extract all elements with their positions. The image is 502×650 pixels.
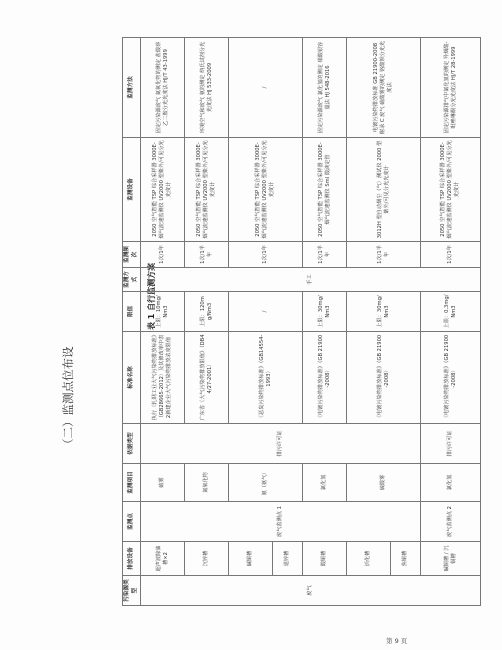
table-caption: 表 1 自行监测方案 <box>147 262 156 330</box>
header-cell: 限值 <box>123 292 141 332</box>
device-cell: 3012H 型自动烟尘（气）测试仪 2000 型紫外/可见分光光度计 <box>347 138 421 242</box>
limit-cell: / <box>229 292 303 332</box>
header-cell: 监测方法 <box>123 38 141 138</box>
item-cell: 硫雾 <box>141 464 185 502</box>
item-cell: 氯化氢 <box>421 464 481 502</box>
equipment-cell: 活化槽 <box>347 542 391 576</box>
frequency-cell: 1次/1年 <box>229 242 303 268</box>
analysis-cell: 电镀污染物排放标准 GB 21900-2008 附录 C 废气 硫酸雾的测定 铬酸钡分光光度法 <box>347 38 421 138</box>
standard-cell: 《电镀污染物排放标准》（GB 21900-2008） <box>421 332 481 424</box>
header-cell: 监测项目 <box>123 464 141 502</box>
header-cell: 监测频次 <box>123 242 141 268</box>
frequency-cell: 1次/1年 <box>421 242 481 268</box>
table-header-row <box>123 38 141 606</box>
device-cell: 2050 空气智能 TSP 综合采样器 3000E-烟气流速监测仪 UV2000 型紫外/可见分光光度计 <box>421 138 481 242</box>
frequency-cell: 1次/1半年 <box>303 242 347 268</box>
equipment-cell: 碱铜槽 <box>229 542 273 576</box>
equipment-cell: 酸铜槽 <box>303 542 347 576</box>
frequency-cell: 1次/1半年 <box>347 242 421 268</box>
item-cell: 氮氧化物 <box>185 464 229 502</box>
point-cell: 废气监测点 2 <box>421 502 481 542</box>
equipment-cell: 焦铜槽 <box>391 542 421 576</box>
equipment-cell: 沉锌槽 <box>185 542 229 576</box>
standard-cell: 执行《轧钢工业大气污染物排放标准》（GB28665-2012）及其修改单中表2新建企业大气污染物排放浓度限值 <box>141 332 185 424</box>
device-cell: 2050 空气智能 TSP 综合采样器 3000E-烟气流速监测仪 UV2000 型紫外/可见分光光度计 <box>185 138 229 242</box>
source-type-cell: 废气 <box>141 576 481 606</box>
analysis-cell: 固定污染源排气中氯化氢的测定 异烟酸-吡唑啉酮分光光度法 HJ/T 28-1999 <box>421 38 481 138</box>
section-title: （二）监测点位布设 <box>61 346 75 450</box>
device-cell: 2050 空气智能 TSP 综合采样器 3000E-烟气流速监测仪 UV2000 型紫外/可见分光光度计 <box>229 138 303 242</box>
device-cell: 2050 空气智能 TSP 综合采样器 3000E-烟气流速监测仪 UV2000 型紫外/可见分光光度计 <box>141 138 185 242</box>
item-cell: 氯化氢 <box>303 464 347 502</box>
method-cell: 手工 <box>141 268 481 292</box>
standard-cell: 《电镀污染物排放标准》（GB 21900-2008） <box>347 332 421 424</box>
header-cell: 依据类型 <box>123 424 141 464</box>
limit-cell: 上限：10mg/Nm3 <box>141 292 185 332</box>
device-cell: 2050 空气智能 TSP 综合采样器 3000E-烟气流速监测仪 Sml 酸滴定管 <box>303 138 347 242</box>
standard-cell: 广东省《大气污染物排放限值》（DB44/27-2001） <box>185 332 229 424</box>
table-row <box>141 38 185 606</box>
header-cell: 标准名称 <box>123 332 141 424</box>
equipment-cell: 超声波除油槽×2 <box>141 542 185 576</box>
point-cell: 废气监测点 1 <box>141 502 421 542</box>
item-cell: 氨（氨气） <box>229 464 303 502</box>
analysis-cell: / <box>229 38 303 138</box>
header-cell: 监测设备 <box>123 138 141 242</box>
equipment-cell: 碱铜槽 / 沉铜槽 <box>421 542 481 576</box>
limit-cell: 上限：0.3mg/Nm3 <box>421 292 481 332</box>
basis-cell: 排污许可证 <box>141 424 421 464</box>
equipment-cell: 退锌槽 <box>273 542 303 576</box>
header-cell: 污染源类型 <box>123 576 141 606</box>
header-cell: 排放设备 <box>123 542 141 576</box>
monitoring-plan-table <box>122 37 481 606</box>
page-number: 第 9 页 <box>386 637 408 645</box>
analysis-cell: 固定污染源废气 氮氧化物的测定 盐酸萘乙二胺分光光度法 HJ/T 43-1999 <box>141 38 185 138</box>
limit-cell: 上限：30mg/Nm3 <box>303 292 347 332</box>
header-cell: 监测点 <box>123 502 141 542</box>
standard-cell: 《电镀污染物排放标准》（GB 21900-2008） <box>303 332 347 424</box>
analysis-cell: 固定污染源废气 氯化氢的测定 硝酸银容量法 HJ 548-2016 <box>303 38 347 138</box>
standard-cell: 《恶臭污染物排放标准》（GB14554-1993） <box>229 332 303 424</box>
monitoring-plan-table-wrapper <box>122 38 474 606</box>
frequency-cell: 1次/1半年 <box>185 242 229 268</box>
analysis-cell: 环境空气和废气 氨的测定 纳氏试剂分光光度法 HJ 533-2009 <box>185 38 229 138</box>
table-row <box>421 38 481 606</box>
header-cell: 监测方式 <box>123 268 141 292</box>
item-cell: 硫酸雾 <box>347 464 421 502</box>
limit-cell: 上限：30mg/Nm3 <box>347 292 421 332</box>
basis-cell: 排污许可证 <box>421 424 481 464</box>
limit-cell: 上限：120mg/Nm3 <box>185 292 229 332</box>
frequency-cell: 1次/1年 <box>141 242 185 268</box>
